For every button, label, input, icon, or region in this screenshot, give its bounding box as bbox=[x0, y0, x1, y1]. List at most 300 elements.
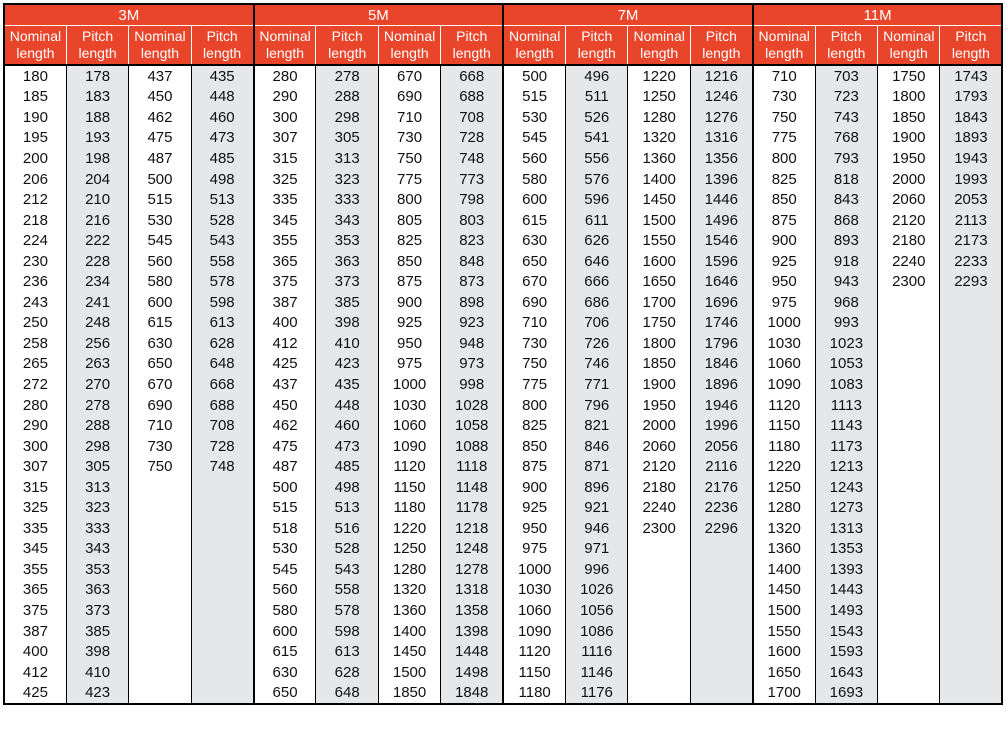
pitch-length-cell bbox=[191, 497, 253, 518]
pitch-length-cell: 385 bbox=[66, 621, 128, 642]
nominal-length-cell: 1060 bbox=[753, 354, 815, 375]
group-header-11m: 11M bbox=[753, 4, 1003, 26]
pitch-length-cell: 1843 bbox=[940, 107, 1002, 128]
nominal-length-cell: 515 bbox=[254, 497, 316, 518]
pitch-length-cell: 263 bbox=[66, 354, 128, 375]
nominal-length-cell: 1850 bbox=[878, 107, 940, 128]
nominal-length-cell bbox=[628, 580, 690, 601]
nominal-length-cell: 850 bbox=[503, 436, 565, 457]
nominal-length-cell: 515 bbox=[503, 87, 565, 108]
pitch-length-cell: 193 bbox=[66, 128, 128, 149]
pitch-length-cell bbox=[191, 559, 253, 580]
column-header-pitch-length: Pitch length bbox=[690, 26, 752, 66]
pitch-length-cell: 2113 bbox=[940, 210, 1002, 231]
pitch-length-cell: 1358 bbox=[441, 600, 503, 621]
pitch-length-cell bbox=[940, 333, 1002, 354]
nominal-length-cell: 925 bbox=[753, 251, 815, 272]
nominal-length-cell: 500 bbox=[254, 477, 316, 498]
pitch-length-cell: 1088 bbox=[441, 436, 503, 457]
nominal-length-cell: 250 bbox=[4, 313, 66, 334]
table-row bbox=[4, 87, 1002, 108]
pitch-length-cell: 435 bbox=[191, 65, 253, 87]
pitch-length-cell: 798 bbox=[441, 189, 503, 210]
pitch-length-cell: 968 bbox=[815, 292, 877, 313]
pitch-length-cell: 1356 bbox=[690, 148, 752, 169]
nominal-length-cell: 1120 bbox=[503, 641, 565, 662]
pitch-length-cell bbox=[940, 580, 1002, 601]
nominal-length-cell: 1090 bbox=[753, 374, 815, 395]
pitch-length-cell bbox=[690, 559, 752, 580]
pitch-length-cell: 298 bbox=[316, 107, 378, 128]
nominal-length-cell: 650 bbox=[503, 251, 565, 272]
nominal-length-cell: 1800 bbox=[628, 333, 690, 354]
nominal-length-cell: 2000 bbox=[878, 169, 940, 190]
pitch-length-cell: 288 bbox=[316, 87, 378, 108]
pitch-length-cell: 398 bbox=[316, 313, 378, 334]
nominal-length-cell: 1030 bbox=[753, 333, 815, 354]
column-header-nominal-length: Nominal length bbox=[878, 26, 940, 66]
pitch-length-cell: 2233 bbox=[940, 251, 1002, 272]
pitch-length-cell: 188 bbox=[66, 107, 128, 128]
nominal-length-cell: 1220 bbox=[628, 65, 690, 87]
nominal-length-cell: 325 bbox=[254, 169, 316, 190]
table-row bbox=[4, 621, 1002, 642]
nominal-length-cell bbox=[878, 518, 940, 539]
pitch-length-cell bbox=[940, 641, 1002, 662]
pitch-length-cell: 1796 bbox=[690, 333, 752, 354]
pitch-length-cell bbox=[940, 456, 1002, 477]
nominal-length-cell: 1180 bbox=[378, 497, 440, 518]
nominal-length-cell: 355 bbox=[254, 230, 316, 251]
nominal-length-cell: 710 bbox=[753, 65, 815, 87]
nominal-length-cell: 2120 bbox=[878, 210, 940, 231]
pitch-length-cell: 998 bbox=[441, 374, 503, 395]
nominal-length-cell: 1000 bbox=[378, 374, 440, 395]
pitch-length-cell: 823 bbox=[441, 230, 503, 251]
pitch-length-cell: 708 bbox=[191, 415, 253, 436]
pitch-length-cell: 210 bbox=[66, 189, 128, 210]
nominal-length-cell: 615 bbox=[503, 210, 565, 231]
nominal-length-cell bbox=[129, 600, 191, 621]
pitch-length-cell: 448 bbox=[316, 395, 378, 416]
group-header-row bbox=[4, 4, 1002, 26]
pitch-length-cell bbox=[191, 621, 253, 642]
nominal-length-cell: 195 bbox=[4, 128, 66, 149]
pitch-length-cell: 943 bbox=[815, 271, 877, 292]
pitch-length-cell bbox=[940, 600, 1002, 621]
pitch-length-cell: 708 bbox=[441, 107, 503, 128]
nominal-length-cell: 1750 bbox=[628, 313, 690, 334]
pitch-length-cell: 1248 bbox=[441, 539, 503, 560]
pitch-length-cell bbox=[940, 682, 1002, 704]
nominal-length-cell: 2120 bbox=[628, 456, 690, 477]
belt-length-table-container bbox=[3, 3, 1002, 734]
pitch-length-cell: 771 bbox=[566, 374, 628, 395]
table-row bbox=[4, 128, 1002, 149]
nominal-length-cell: 412 bbox=[254, 333, 316, 354]
pitch-length-cell: 1318 bbox=[441, 580, 503, 601]
pitch-length-cell: 596 bbox=[566, 189, 628, 210]
nominal-length-cell: 315 bbox=[4, 477, 66, 498]
pitch-length-cell: 528 bbox=[316, 539, 378, 560]
pitch-length-cell bbox=[191, 477, 253, 498]
pitch-length-cell: 768 bbox=[815, 128, 877, 149]
nominal-length-cell bbox=[878, 436, 940, 457]
nominal-length-cell: 1650 bbox=[753, 662, 815, 683]
nominal-length-cell bbox=[129, 477, 191, 498]
pitch-length-cell: 821 bbox=[566, 415, 628, 436]
nominal-length-cell bbox=[878, 415, 940, 436]
pitch-length-cell: 313 bbox=[66, 477, 128, 498]
nominal-length-cell: 345 bbox=[254, 210, 316, 231]
pitch-length-cell: 1996 bbox=[690, 415, 752, 436]
pitch-length-cell: 706 bbox=[566, 313, 628, 334]
table-row bbox=[4, 436, 1002, 457]
nominal-length-cell: 650 bbox=[129, 354, 191, 375]
pitch-length-cell: 1148 bbox=[441, 477, 503, 498]
nominal-length-cell: 1360 bbox=[628, 148, 690, 169]
pitch-length-cell: 198 bbox=[66, 148, 128, 169]
nominal-length-cell: 1650 bbox=[628, 271, 690, 292]
nominal-length-cell: 1850 bbox=[378, 682, 440, 704]
table-row bbox=[4, 313, 1002, 334]
nominal-length-cell: 560 bbox=[129, 251, 191, 272]
pitch-length-cell: 993 bbox=[815, 313, 877, 334]
pitch-length-cell: 511 bbox=[566, 87, 628, 108]
nominal-length-cell: 375 bbox=[4, 600, 66, 621]
nominal-length-cell: 1060 bbox=[378, 415, 440, 436]
nominal-length-cell: 875 bbox=[378, 271, 440, 292]
nominal-length-cell: 2180 bbox=[878, 230, 940, 251]
nominal-length-cell bbox=[878, 600, 940, 621]
nominal-length-cell bbox=[878, 313, 940, 334]
nominal-length-cell: 185 bbox=[4, 87, 66, 108]
pitch-length-cell: 373 bbox=[66, 600, 128, 621]
column-header-pitch-length: Pitch length bbox=[191, 26, 253, 66]
nominal-length-cell: 1030 bbox=[378, 395, 440, 416]
pitch-length-cell bbox=[191, 682, 253, 704]
nominal-length-cell bbox=[129, 662, 191, 683]
nominal-length-cell: 335 bbox=[4, 518, 66, 539]
nominal-length-cell: 710 bbox=[129, 415, 191, 436]
pitch-length-cell: 1218 bbox=[441, 518, 503, 539]
nominal-length-cell bbox=[628, 539, 690, 560]
pitch-length-cell: 204 bbox=[66, 169, 128, 190]
nominal-length-cell: 615 bbox=[254, 641, 316, 662]
pitch-length-cell bbox=[940, 374, 1002, 395]
nominal-length-cell bbox=[628, 600, 690, 621]
nominal-length-cell: 280 bbox=[254, 65, 316, 87]
table-row bbox=[4, 333, 1002, 354]
pitch-length-cell: 216 bbox=[66, 210, 128, 231]
pitch-length-cell: 598 bbox=[316, 621, 378, 642]
nominal-length-cell: 875 bbox=[503, 456, 565, 477]
pitch-length-cell: 2176 bbox=[690, 477, 752, 498]
pitch-length-cell: 278 bbox=[316, 65, 378, 87]
nominal-length-cell bbox=[129, 518, 191, 539]
pitch-length-cell: 796 bbox=[566, 395, 628, 416]
nominal-length-cell: 1090 bbox=[503, 621, 565, 642]
nominal-length-cell: 530 bbox=[503, 107, 565, 128]
nominal-length-cell: 224 bbox=[4, 230, 66, 251]
nominal-length-cell: 236 bbox=[4, 271, 66, 292]
belt-length-table bbox=[3, 3, 1003, 705]
pitch-length-cell: 1273 bbox=[815, 497, 877, 518]
nominal-length-cell: 1900 bbox=[878, 128, 940, 149]
pitch-length-cell: 323 bbox=[316, 169, 378, 190]
nominal-length-cell: 950 bbox=[378, 333, 440, 354]
nominal-length-cell: 412 bbox=[4, 662, 66, 683]
pitch-length-cell: 1023 bbox=[815, 333, 877, 354]
nominal-length-cell: 290 bbox=[4, 415, 66, 436]
nominal-length-cell: 775 bbox=[378, 169, 440, 190]
pitch-length-cell: 1493 bbox=[815, 600, 877, 621]
nominal-length-cell: 805 bbox=[378, 210, 440, 231]
nominal-length-cell: 475 bbox=[254, 436, 316, 457]
pitch-length-cell: 333 bbox=[66, 518, 128, 539]
pitch-length-cell: 748 bbox=[191, 456, 253, 477]
nominal-length-cell: 670 bbox=[503, 271, 565, 292]
pitch-length-cell: 2293 bbox=[940, 271, 1002, 292]
nominal-length-cell: 307 bbox=[254, 128, 316, 149]
nominal-length-cell: 775 bbox=[503, 374, 565, 395]
nominal-length-cell bbox=[129, 559, 191, 580]
nominal-length-cell bbox=[129, 580, 191, 601]
pitch-length-cell: 353 bbox=[66, 559, 128, 580]
nominal-length-cell: 1600 bbox=[753, 641, 815, 662]
pitch-length-cell: 793 bbox=[815, 148, 877, 169]
pitch-length-cell bbox=[940, 354, 1002, 375]
nominal-length-cell: 545 bbox=[129, 230, 191, 251]
pitch-length-cell: 923 bbox=[441, 313, 503, 334]
pitch-length-cell: 1893 bbox=[940, 128, 1002, 149]
nominal-length-cell: 487 bbox=[254, 456, 316, 477]
nominal-length-cell: 950 bbox=[503, 518, 565, 539]
nominal-length-cell: 1450 bbox=[378, 641, 440, 662]
pitch-length-cell: 228 bbox=[66, 251, 128, 272]
pitch-length-cell: 613 bbox=[316, 641, 378, 662]
pitch-length-cell: 178 bbox=[66, 65, 128, 87]
nominal-length-cell: 500 bbox=[129, 169, 191, 190]
pitch-length-cell: 726 bbox=[566, 333, 628, 354]
nominal-length-cell: 190 bbox=[4, 107, 66, 128]
group-header-3m: 3M bbox=[4, 4, 254, 26]
nominal-length-cell: 530 bbox=[254, 539, 316, 560]
pitch-length-cell bbox=[191, 580, 253, 601]
pitch-length-cell: 611 bbox=[566, 210, 628, 231]
pitch-length-cell: 1276 bbox=[690, 107, 752, 128]
nominal-length-cell: 515 bbox=[129, 189, 191, 210]
nominal-length-cell bbox=[628, 662, 690, 683]
pitch-length-cell: 298 bbox=[66, 436, 128, 457]
nominal-length-cell: 900 bbox=[503, 477, 565, 498]
pitch-length-cell: 1993 bbox=[940, 169, 1002, 190]
nominal-length-cell: 1180 bbox=[753, 436, 815, 457]
nominal-length-cell: 1000 bbox=[753, 313, 815, 334]
pitch-length-cell: 746 bbox=[566, 354, 628, 375]
nominal-length-cell: 560 bbox=[254, 580, 316, 601]
nominal-length-cell: 1280 bbox=[753, 497, 815, 518]
pitch-length-cell: 423 bbox=[66, 682, 128, 704]
nominal-length-cell: 750 bbox=[378, 148, 440, 169]
nominal-length-cell: 710 bbox=[378, 107, 440, 128]
column-header-nominal-length: Nominal length bbox=[4, 26, 66, 66]
nominal-length-cell bbox=[878, 580, 940, 601]
nominal-length-cell: 1500 bbox=[753, 600, 815, 621]
pitch-length-cell: 868 bbox=[815, 210, 877, 231]
pitch-length-cell: 1543 bbox=[815, 621, 877, 642]
pitch-length-cell: 1053 bbox=[815, 354, 877, 375]
nominal-length-cell: 1320 bbox=[378, 580, 440, 601]
pitch-length-cell: 688 bbox=[441, 87, 503, 108]
table-row bbox=[4, 682, 1002, 704]
pitch-length-cell: 305 bbox=[316, 128, 378, 149]
nominal-length-cell bbox=[878, 395, 940, 416]
table-row bbox=[4, 271, 1002, 292]
nominal-length-cell: 437 bbox=[129, 65, 191, 87]
nominal-length-cell: 1060 bbox=[503, 600, 565, 621]
nominal-length-cell: 462 bbox=[254, 415, 316, 436]
pitch-length-cell: 598 bbox=[191, 292, 253, 313]
nominal-length-cell: 600 bbox=[129, 292, 191, 313]
pitch-length-cell: 353 bbox=[316, 230, 378, 251]
nominal-length-cell: 218 bbox=[4, 210, 66, 231]
column-header-pitch-length: Pitch length bbox=[566, 26, 628, 66]
pitch-length-cell: 1398 bbox=[441, 621, 503, 642]
pitch-length-cell: 363 bbox=[316, 251, 378, 272]
pitch-length-cell bbox=[191, 641, 253, 662]
pitch-length-cell: 528 bbox=[191, 210, 253, 231]
column-header-pitch-length: Pitch length bbox=[66, 26, 128, 66]
pitch-length-cell: 1743 bbox=[940, 65, 1002, 87]
nominal-length-cell: 1280 bbox=[628, 107, 690, 128]
table-row bbox=[4, 65, 1002, 87]
nominal-length-cell: 690 bbox=[503, 292, 565, 313]
pitch-length-cell: 516 bbox=[316, 518, 378, 539]
pitch-length-cell: 646 bbox=[566, 251, 628, 272]
pitch-length-cell: 1696 bbox=[690, 292, 752, 313]
nominal-length-cell: 1220 bbox=[753, 456, 815, 477]
table-row bbox=[4, 251, 1002, 272]
nominal-length-cell bbox=[878, 641, 940, 662]
pitch-length-cell: 648 bbox=[316, 682, 378, 704]
pitch-length-cell: 270 bbox=[66, 374, 128, 395]
nominal-length-cell: 800 bbox=[753, 148, 815, 169]
pitch-length-cell: 278 bbox=[66, 395, 128, 416]
nominal-length-cell: 300 bbox=[254, 107, 316, 128]
pitch-length-cell: 1546 bbox=[690, 230, 752, 251]
pitch-length-cell: 728 bbox=[441, 128, 503, 149]
pitch-length-cell: 973 bbox=[441, 354, 503, 375]
pitch-length-cell: 948 bbox=[441, 333, 503, 354]
pitch-length-cell bbox=[940, 395, 1002, 416]
nominal-length-cell: 1950 bbox=[628, 395, 690, 416]
table-row bbox=[4, 415, 1002, 436]
pitch-length-cell bbox=[690, 641, 752, 662]
pitch-length-cell: 896 bbox=[566, 477, 628, 498]
pitch-length-cell bbox=[191, 539, 253, 560]
nominal-length-cell: 850 bbox=[378, 251, 440, 272]
nominal-length-cell: 387 bbox=[4, 621, 66, 642]
pitch-length-cell: 818 bbox=[815, 169, 877, 190]
nominal-length-cell bbox=[878, 477, 940, 498]
nominal-length-cell bbox=[878, 374, 940, 395]
nominal-length-cell: 2180 bbox=[628, 477, 690, 498]
nominal-length-cell: 1900 bbox=[628, 374, 690, 395]
nominal-length-cell: 1950 bbox=[878, 148, 940, 169]
table-row bbox=[4, 600, 1002, 621]
pitch-length-cell: 918 bbox=[815, 251, 877, 272]
nominal-length-cell: 900 bbox=[753, 230, 815, 251]
nominal-length-cell: 1360 bbox=[378, 600, 440, 621]
pitch-length-cell: 803 bbox=[441, 210, 503, 231]
table-row bbox=[4, 518, 1002, 539]
column-header-pitch-length: Pitch length bbox=[815, 26, 877, 66]
table-row bbox=[4, 230, 1002, 251]
nominal-length-cell: 1150 bbox=[378, 477, 440, 498]
nominal-length-cell: 2300 bbox=[628, 518, 690, 539]
nominal-length-cell: 365 bbox=[4, 580, 66, 601]
nominal-length-cell: 1400 bbox=[753, 559, 815, 580]
pitch-length-cell: 686 bbox=[566, 292, 628, 313]
nominal-length-cell: 400 bbox=[254, 313, 316, 334]
table-row bbox=[4, 374, 1002, 395]
pitch-length-cell: 1313 bbox=[815, 518, 877, 539]
table-row bbox=[4, 354, 1002, 375]
table-row bbox=[4, 107, 1002, 128]
table-row bbox=[4, 292, 1002, 313]
pitch-length-cell: 1243 bbox=[815, 477, 877, 498]
nominal-length-cell: 800 bbox=[378, 189, 440, 210]
nominal-length-cell: 1220 bbox=[378, 518, 440, 539]
pitch-length-cell: 343 bbox=[66, 539, 128, 560]
pitch-length-cell: 1028 bbox=[441, 395, 503, 416]
pitch-length-cell: 288 bbox=[66, 415, 128, 436]
nominal-length-cell bbox=[878, 333, 940, 354]
pitch-length-cell: 1176 bbox=[566, 682, 628, 704]
nominal-length-cell: 750 bbox=[503, 354, 565, 375]
pitch-length-cell bbox=[940, 621, 1002, 642]
nominal-length-cell: 335 bbox=[254, 189, 316, 210]
table-row bbox=[4, 148, 1002, 169]
pitch-length-cell: 1643 bbox=[815, 662, 877, 683]
nominal-length-cell: 670 bbox=[378, 65, 440, 87]
nominal-length-cell: 580 bbox=[129, 271, 191, 292]
nominal-length-cell: 1150 bbox=[503, 662, 565, 683]
pitch-length-cell: 1178 bbox=[441, 497, 503, 518]
nominal-length-cell: 825 bbox=[503, 415, 565, 436]
nominal-length-cell bbox=[878, 621, 940, 642]
nominal-length-cell bbox=[878, 539, 940, 560]
nominal-length-cell: 925 bbox=[378, 313, 440, 334]
nominal-length-cell: 450 bbox=[254, 395, 316, 416]
nominal-length-cell: 975 bbox=[753, 292, 815, 313]
pitch-length-cell: 748 bbox=[441, 148, 503, 169]
pitch-length-cell: 513 bbox=[316, 497, 378, 518]
pitch-length-cell bbox=[690, 662, 752, 683]
pitch-length-cell: 473 bbox=[316, 436, 378, 457]
nominal-length-cell: 425 bbox=[4, 682, 66, 704]
nominal-length-cell bbox=[878, 682, 940, 704]
pitch-length-cell bbox=[690, 580, 752, 601]
pitch-length-cell bbox=[191, 518, 253, 539]
table-row bbox=[4, 189, 1002, 210]
pitch-length-cell: 871 bbox=[566, 456, 628, 477]
pitch-length-cell: 333 bbox=[316, 189, 378, 210]
nominal-length-cell: 1400 bbox=[628, 169, 690, 190]
nominal-length-cell: 1180 bbox=[503, 682, 565, 704]
nominal-length-cell: 975 bbox=[378, 354, 440, 375]
